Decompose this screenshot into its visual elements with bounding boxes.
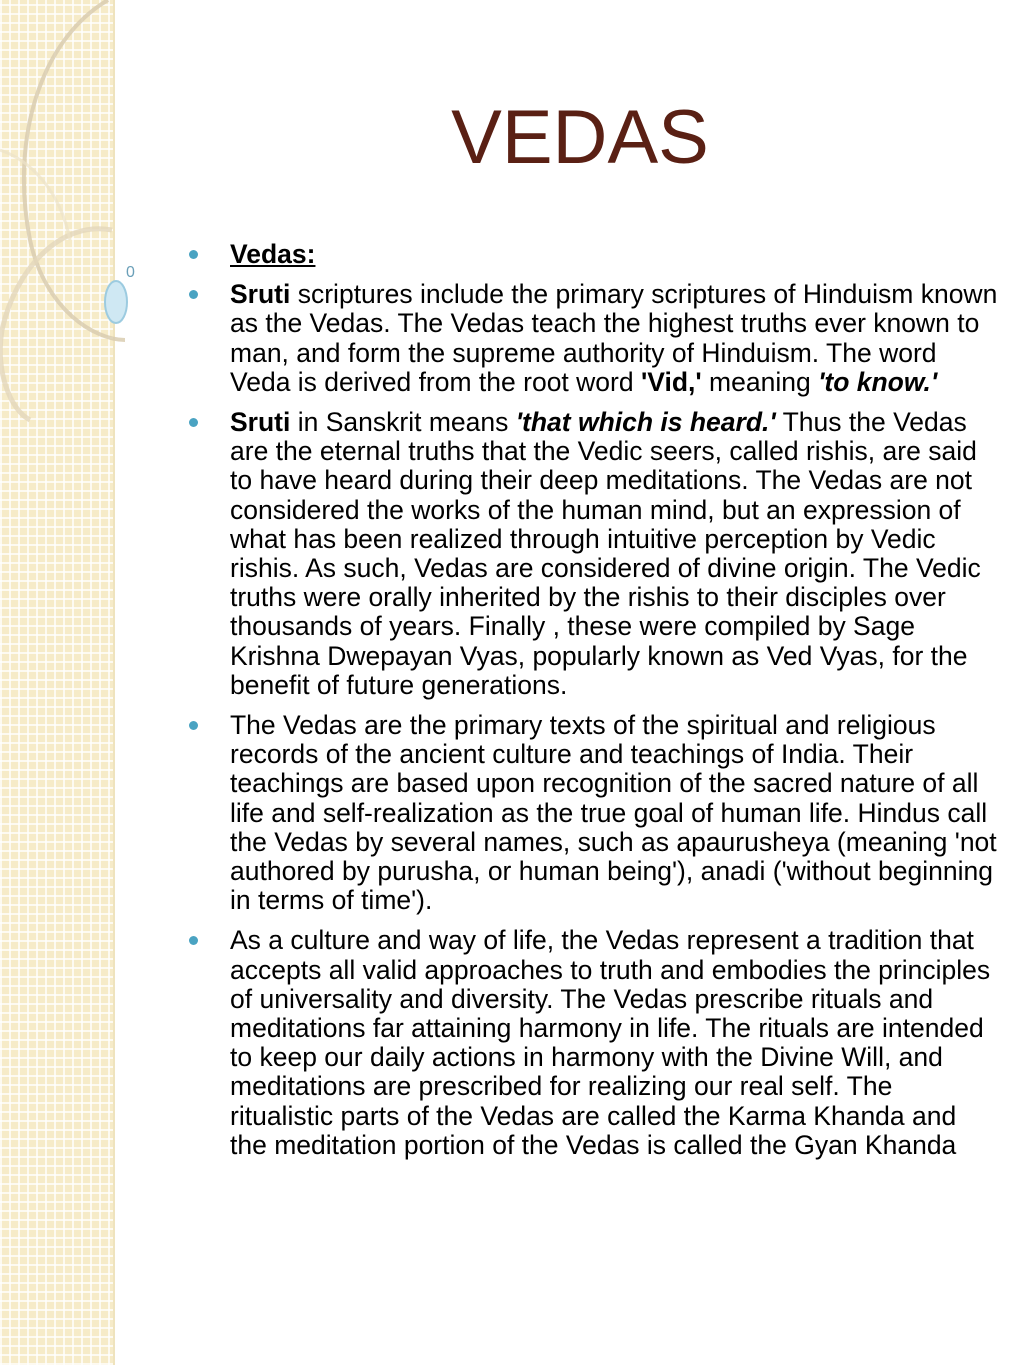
- bullet-dot-icon: [189, 418, 198, 427]
- slide-title: VEDAS: [451, 95, 709, 180]
- bullet-text: As a culture and way of life, the Vedas represent a tradition that accepts all valid approaches to truth and embodies the principles of universality and diversity. The Vedas prescribe rituals and meditations far attaining harmony in life. The rituals are intended to keep our daily actions in harmony with the Divine Will, and meditations are prescribed for realizing our real self. The ritualistic parts of the Vedas are called the Karma Khanda and the meditation portion of the Vedas is called the Gyan Khanda: [230, 925, 991, 1160]
- bullet-text: scriptures include the primary scriptures of Hinduism known as the Vedas. The Vedas teach the highest truths ever known to man, and form the supreme authority of Hinduism. The word Veda is derived from the root word: [230, 279, 998, 397]
- bullet-term: Sruti: [230, 279, 291, 310]
- bullet-text: The Vedas are the primary texts of the spiritual and religious records of the ancient culture and teachings of India. Their teachings are based upon recognition of the sacred nature of all life and self-realization as the true goal of human life. Hindus call the Vedas by several names, such as apaurusheya (meaning 'not authored by purusha, or human being'), anadi ('without beginning in terms of time').: [230, 710, 997, 916]
- swirl-arc-faint: [0, 150, 70, 240]
- slide-number-marker: [105, 281, 127, 323]
- decorative-swirl-graphic: [0, 0, 140, 440]
- bullet-text: meaning: [701, 366, 819, 397]
- bullet-item: [180, 408, 1000, 700]
- swirl-arc-inner: [0, 229, 112, 420]
- bullet-text: Thus the Vedas are the eternal truths that the Vedic seers, called rishis, are said to have heard during their deep meditations. The Vedas are not considered the works of the human mind, but an expression of what has been realized through intuitive perception by Vedic rishis. As such, Vedas are considered of divine origin. The Vedic truths were orally inherited by the rishis to their disciples over thousands of years. Finally , these were compiled by Sage Krishna Dwepayan Vyas, popularly known as Ved Vyas, for the benefit of future generations.: [230, 407, 981, 700]
- bullet-item: [180, 926, 1000, 1160]
- bullet-dot-icon: [189, 721, 198, 730]
- bullet-heading: Vedas:: [230, 239, 316, 269]
- bullet-item: [180, 240, 1000, 269]
- slide-number: 0: [126, 264, 135, 281]
- bullet-meaning: 'that which is heard.': [515, 407, 776, 438]
- bullet-root-word: 'Vid,': [640, 366, 702, 397]
- bullet-text: in Sanskrit means: [290, 407, 516, 438]
- bullet-dot-icon: [189, 250, 198, 259]
- bullet-dot-icon: [189, 936, 198, 945]
- bullet-list: [180, 240, 1000, 1171]
- bullet-item: [180, 711, 1000, 915]
- bullet-term: Sruti: [230, 407, 291, 438]
- bullet-dot-icon: [189, 290, 198, 299]
- bullet-meaning: 'to know.': [818, 366, 938, 397]
- bullet-item: [180, 280, 1000, 397]
